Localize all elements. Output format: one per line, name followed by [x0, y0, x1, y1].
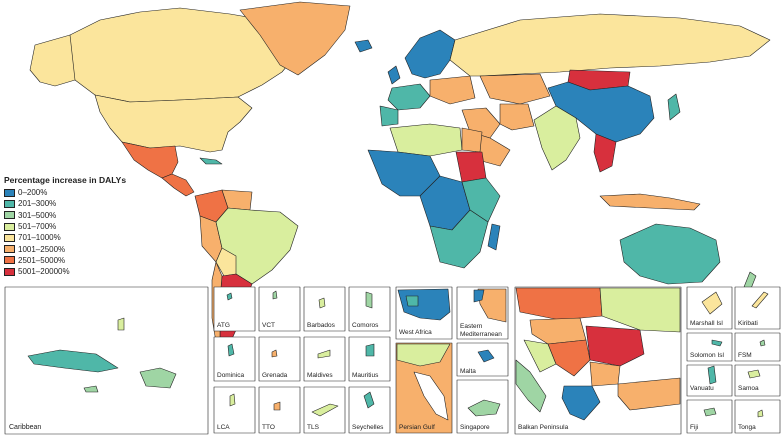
barbados-shape: [319, 298, 325, 308]
legend-label: 2501–5000%: [18, 255, 66, 265]
region-madagascar: [488, 224, 500, 250]
region-uk: [388, 66, 400, 84]
west-africa-senegal: [406, 296, 418, 306]
persian-gulf-label: Persian Gulf: [399, 424, 435, 431]
legend-swatch: [4, 223, 15, 231]
grenada-label: Grenada: [262, 372, 288, 379]
malta-label: Malta: [460, 368, 476, 375]
legend-title: Percentage increase in DALYs: [4, 175, 127, 185]
west-africa-label: West Africa: [399, 329, 432, 336]
lca-label: LCA: [217, 424, 230, 431]
map-legend: [4, 175, 126, 277]
comoros-label: Comoros: [352, 322, 379, 329]
eastern-med-label-2: Mediterranean: [460, 331, 502, 338]
legend-label: 301–500%: [18, 210, 57, 220]
fsm-label: FSM: [738, 352, 752, 359]
legend-swatch: [4, 200, 15, 208]
legend-label: 201–300%: [18, 199, 57, 209]
barbados-label: Barbados: [307, 322, 335, 329]
region-central-america: [162, 174, 194, 196]
legend-item: [4, 210, 126, 221]
region-australia: [620, 224, 720, 284]
legend-swatch: [4, 256, 15, 264]
singapore-label: Singapore: [460, 424, 490, 431]
caribbean-bahamas: [118, 318, 124, 330]
region-alaska: [30, 35, 75, 86]
legend-rows: [4, 187, 126, 277]
kiribati-label: Kiribati: [738, 320, 758, 327]
vct-label: VCT: [262, 322, 275, 329]
region-indonesia: [600, 194, 700, 210]
vanuatu-label: Vanuatu: [690, 385, 714, 392]
region-sudan: [456, 152, 486, 182]
region-iran: [500, 104, 534, 130]
dominica-label: Dominica: [217, 372, 245, 379]
legend-swatch: [4, 234, 15, 242]
tonga-label: Tonga: [738, 424, 756, 431]
legend-item: [4, 232, 126, 243]
legend-item: [4, 243, 126, 254]
legend-item: [4, 266, 126, 277]
mauritius-label: Mauritius: [352, 372, 379, 379]
eastern-med-label-1: Eastern: [460, 323, 483, 330]
legend-swatch: [4, 245, 15, 253]
fiji-label: Fiji: [690, 424, 699, 431]
region-egypt: [462, 128, 482, 152]
caribbean-label: Caribbean: [9, 424, 42, 431]
legend-swatch: [4, 211, 15, 219]
region-usa: [95, 95, 252, 152]
legend-item: [4, 255, 126, 266]
legend-label: 0–200%: [18, 188, 48, 198]
comoros-shape: [366, 292, 372, 308]
legend-item: [4, 187, 126, 198]
tls-label: TLS: [307, 424, 319, 431]
legend-item: [4, 198, 126, 209]
atg-label: ATG: [217, 322, 230, 329]
legend-label: 5001–20000%: [18, 267, 70, 277]
samoa-label: Samoa: [738, 385, 759, 392]
solomon-label: Solomon Isl: [690, 352, 724, 359]
region-western-europe: [388, 84, 430, 110]
region-eastern-europe: [430, 76, 475, 104]
region-iceland: [355, 40, 372, 52]
mauritius-shape: [366, 344, 374, 356]
region-scandinavia: [405, 30, 455, 78]
balkan-turkey: [618, 378, 680, 410]
region-japan: [668, 94, 680, 120]
region-cuba: [200, 158, 222, 164]
lca-shape: [230, 394, 235, 406]
legend-label: 1001–2500%: [18, 244, 66, 254]
region-north-africa: [390, 124, 462, 156]
region-iberia: [380, 106, 398, 126]
legend-label: 701–1000%: [18, 233, 61, 243]
tto-label: TTO: [262, 424, 275, 431]
legend-item: [4, 221, 126, 232]
legend-swatch: [4, 189, 15, 197]
region-russia: [450, 14, 770, 76]
balkan-label: Balkan Peninsula: [518, 424, 569, 431]
seychelles-label: Seychelles: [352, 424, 384, 431]
insets-panel: [5, 287, 780, 434]
legend-swatch: [4, 268, 15, 276]
maldives-label: Maldives: [307, 372, 333, 379]
legend-label: 501–700%: [18, 222, 57, 232]
region-kazakhstan: [480, 74, 550, 104]
marshall-label: Marshall Isl: [690, 320, 723, 327]
balkan-bulgaria: [590, 362, 620, 386]
